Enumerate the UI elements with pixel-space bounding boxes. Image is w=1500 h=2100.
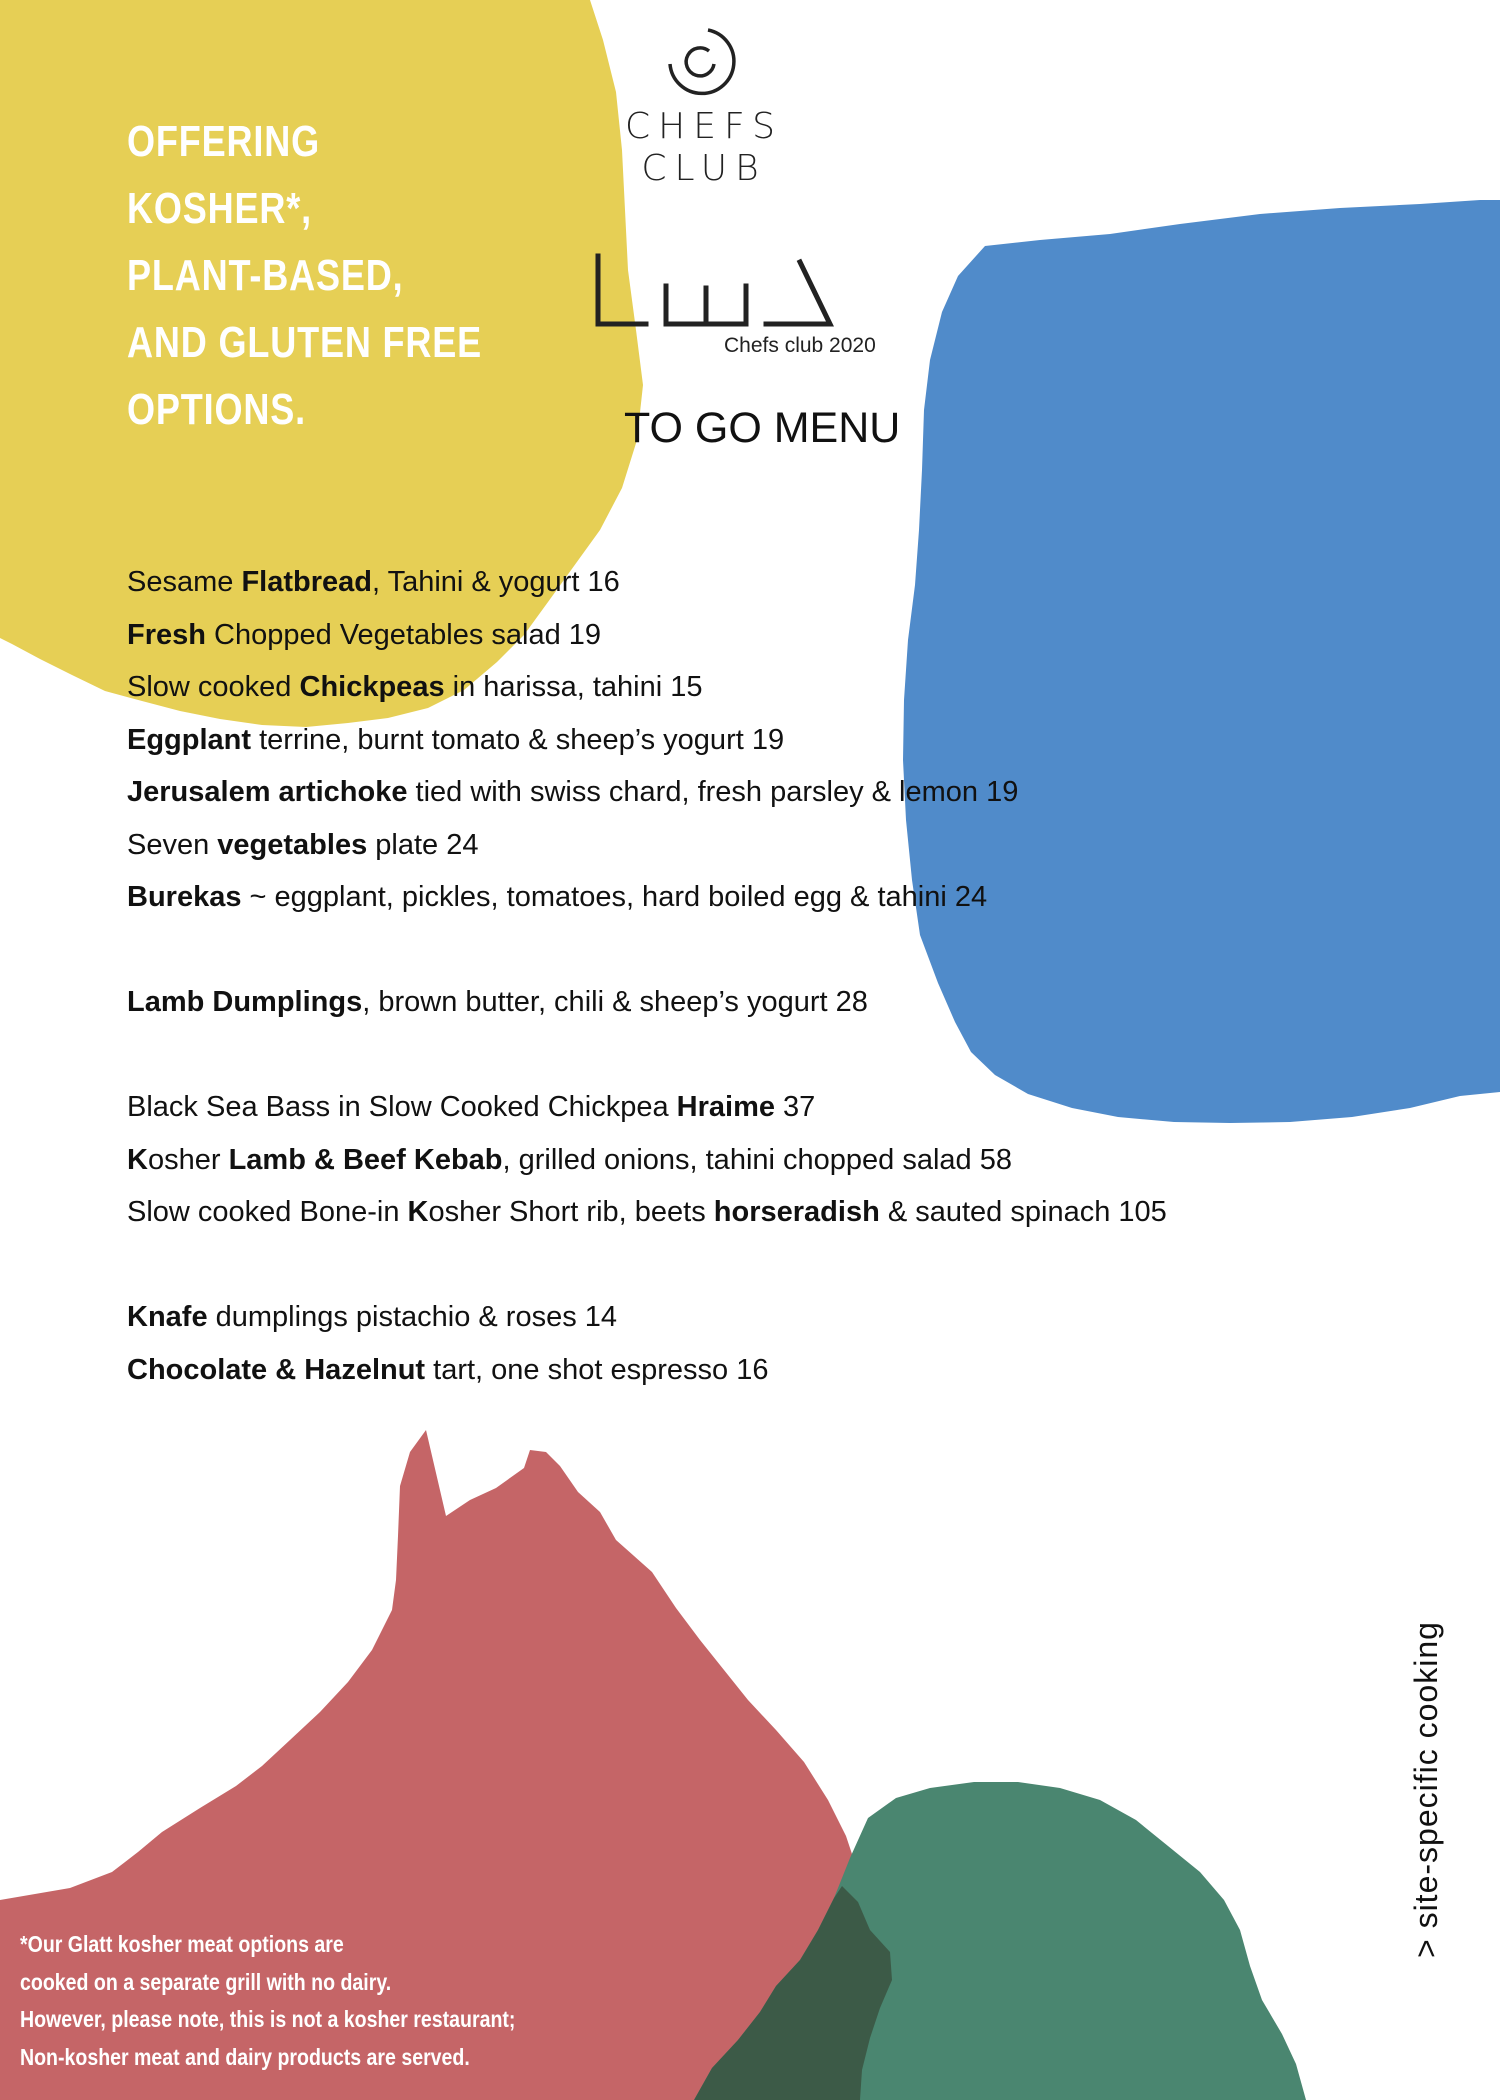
menu-title: TO GO MENU (624, 404, 901, 452)
footnote-line: However, please note, this is not a kosher restaurant; (20, 2006, 516, 2032)
logo-line-club: CLUB (641, 148, 767, 189)
chefs-club-circle-icon (662, 24, 738, 100)
menu-item: Lamb Dumplings, brown butter, chili & sheep’s yogurt 28 (127, 986, 868, 1018)
chefs-club-wordmark (600, 106, 800, 190)
brand-logo-mark (594, 252, 838, 328)
menu-item: Sesame Flatbread, Tahini & yogurt 16 (127, 566, 620, 598)
menu-item: Slow cooked Bone-in Kosher Short rib, beets horseradish & sauted spinach 105 (127, 1196, 1167, 1228)
menu-item: Slow cooked Chickpeas in harissa, tahini 15 (127, 671, 703, 703)
headline-line: AND GLUTEN FREE (127, 318, 483, 367)
footnote-line: cooked on a separate grill with no dairy. (20, 1968, 392, 1995)
menu-spacer (127, 1029, 1167, 1082)
headline-line: KOSHER*, (127, 184, 312, 233)
menu-list (127, 556, 1167, 1396)
brand-caption: Chefs club 2020 (724, 334, 876, 357)
footnote-line: Non-kosher meat and dairy products are served. (20, 2043, 470, 2070)
kosher-footnote (20, 1926, 515, 2076)
headline-line: OPTIONS. (127, 385, 306, 434)
menu-item: Kosher Lamb & Beef Kebab, grilled onions, tahini chopped salad 58 (127, 1143, 1012, 1176)
site-specific-tagline: > site-specific cooking (1408, 1621, 1444, 1958)
menu-spacer (127, 1239, 1167, 1292)
menu-item: Fresh Chopped Vegetables salad 19 (127, 618, 602, 651)
menu-item: Jerusalem artichoke tied with swiss chard, fresh parsley & lemon 19 (127, 776, 1019, 808)
headline-line: OFFERING (127, 117, 320, 166)
menu-spacer (127, 924, 1167, 977)
menu-item: Burekas ~ eggplant, pickles, tomatoes, hard boiled egg & tahini 24 (127, 881, 988, 913)
menu-item: Knafe dumplings pistachio & roses 14 (127, 1301, 618, 1333)
headline-line: PLANT-BASED, (127, 251, 404, 300)
menu-item: Black Sea Bass in Slow Cooked Chickpea Hraime 37 (127, 1091, 816, 1123)
menu-item: Eggplant terrine, burnt tomato & sheep’s yogurt 19 (127, 723, 785, 756)
menu-item: Seven vegetables plate 24 (127, 828, 479, 861)
chefs-club-logo (600, 24, 800, 190)
menu-item: Chocolate & Hazelnut tart, one shot espresso 16 (127, 1353, 769, 1386)
dietary-options-headline (127, 108, 482, 443)
footnote-line: *Our Glatt kosher meat options are (20, 1931, 344, 1957)
logo-line-chefs: CHEFS (625, 106, 783, 147)
